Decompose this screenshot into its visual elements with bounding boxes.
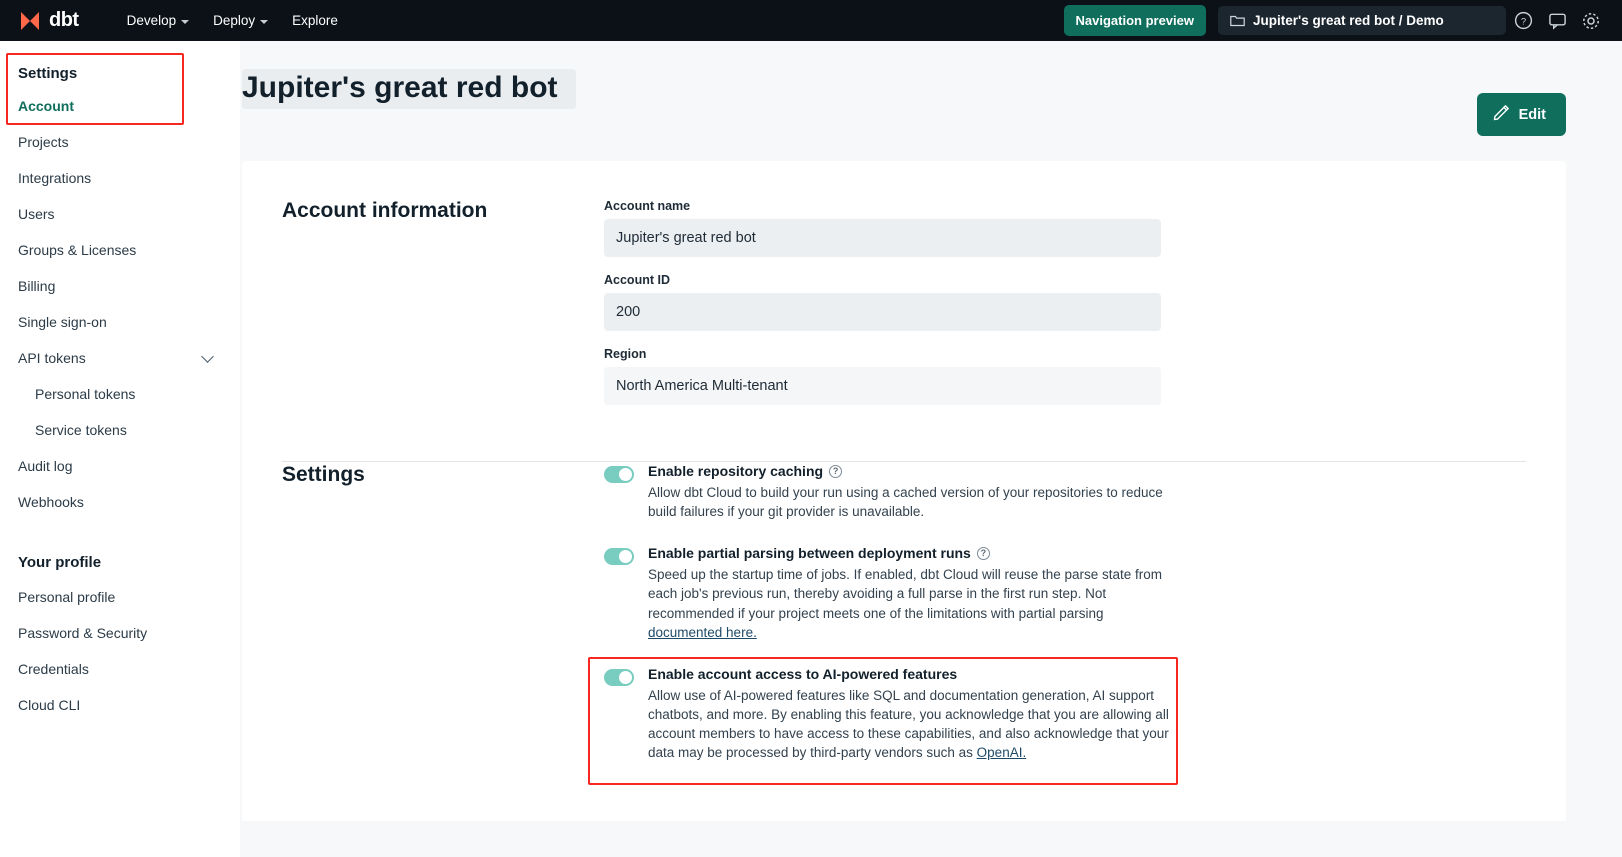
repository-caching-title: Enable repository caching (648, 463, 824, 479)
setting-partial-parsing (604, 545, 1526, 642)
sidebar-item-cloud-cli-label: Cloud CLI (18, 697, 81, 713)
top-bar-right-group (1064, 4, 1622, 38)
sidebar-item-audit-log[interactable] (0, 448, 240, 484)
repository-caching-text (648, 463, 1178, 521)
partial-parsing-text (648, 545, 1173, 642)
repository-caching-description: Allow dbt Cloud to build your run using a cached version of your repositories to reduce build failures if your git provider is unavailable. (648, 485, 1163, 520)
openai-link[interactable]: OpenAI. (976, 745, 1027, 761)
page-header (240, 41, 1622, 137)
sidebar-item-credentials[interactable] (0, 651, 240, 687)
primary-nav (117, 7, 348, 34)
repository-caching-toggle[interactable] (604, 466, 634, 483)
help-circle-icon[interactable]: ? (977, 547, 990, 560)
ai-features-description (648, 686, 1173, 763)
ai-features-toggle[interactable] (604, 669, 634, 686)
dbt-logo-icon (18, 9, 42, 33)
sidebar-item-groups-licenses-label: Groups & Licenses (18, 242, 137, 258)
nav-item-develop[interactable] (117, 7, 200, 34)
nav-item-explore[interactable] (282, 7, 348, 34)
sidebar-item-personal-tokens[interactable] (0, 376, 240, 412)
sidebar-item-projects-label: Projects (18, 134, 69, 150)
settings-section (242, 421, 1566, 763)
ai-features-description-text: Allow use of AI-powered features like SQL and documentation generation, AI support chatbots, and more. By enabling this feature, you acknowledge that you are allowing all account members to have access to these capabilities, and also acknowledge that your data may be processed by third-party vendors such as (648, 687, 1169, 761)
project-selector-label: Jupiter's great red bot / Demo (1253, 13, 1444, 28)
account-id-input[interactable]: 200 (604, 293, 1161, 331)
repository-caching-title-row (648, 463, 1178, 479)
navigation-preview-button[interactable]: Navigation preview (1064, 5, 1206, 36)
sidebar-item-billing-label: Billing (18, 278, 56, 294)
chevron-down-icon (181, 20, 189, 24)
partial-parsing-title-row (648, 545, 1173, 561)
account-information-fields (604, 199, 1526, 421)
sidebar-item-single-sign-on-label: Single sign-on (18, 314, 107, 330)
partial-parsing-description-text: Speed up the startup time of jobs. If enabled, dbt Cloud will reuse the parse state from each job's previous run, thereby avoiding a full parse in the first run step. Not recommended if your project meets one of the limitations with partial parsing (648, 567, 1163, 621)
nav-item-deploy[interactable] (203, 7, 278, 34)
field-account-id (604, 273, 1526, 331)
top-navigation-bar (0, 0, 1622, 41)
sidebar-item-groups-licenses[interactable] (0, 232, 240, 268)
settings-sidebar (0, 41, 240, 857)
nav-item-deploy-label: Deploy (213, 13, 256, 28)
sidebar-item-webhooks[interactable] (0, 484, 240, 520)
chevron-down-icon (201, 350, 214, 363)
dbt-logo-text: dbt (49, 9, 79, 31)
help-circle-icon[interactable]: ? (829, 465, 842, 478)
settings-card (242, 161, 1566, 821)
account-name-input[interactable]: Jupiter's great red bot (604, 219, 1161, 257)
sidebar-item-personal-profile-label: Personal profile (18, 589, 116, 605)
sidebar-item-users[interactable] (0, 196, 240, 232)
field-region (604, 347, 1526, 405)
sidebar-item-password-security-label: Password & Security (18, 625, 148, 641)
sidebar-item-service-tokens-label: Service tokens (35, 422, 127, 438)
setting-repository-caching (604, 463, 1526, 521)
sidebar-title: Settings (18, 65, 78, 82)
sidebar-item-credentials-label: Credentials (18, 661, 89, 677)
sidebar-profile-title: Your profile (18, 554, 102, 571)
sidebar-item-service-tokens[interactable] (0, 412, 240, 448)
ai-features-title-row (648, 666, 1173, 682)
sidebar-item-projects[interactable] (0, 124, 240, 160)
svg-text:?: ? (1520, 16, 1526, 28)
sidebar-item-single-sign-on[interactable] (0, 304, 240, 340)
field-account-name (604, 199, 1526, 257)
edit-button-label: Edit (1518, 106, 1546, 123)
sidebar-item-api-tokens[interactable] (0, 340, 240, 376)
sidebar-item-personal-profile[interactable] (0, 579, 240, 615)
page-title: Jupiter's great red bot (242, 69, 576, 109)
sidebar-spacer (0, 520, 240, 546)
ai-features-title: Enable account access to AI-powered features (648, 665, 958, 682)
field-account-id-label: Account ID (604, 273, 670, 287)
gear-icon[interactable] (1574, 4, 1608, 38)
pencil-icon (1493, 104, 1510, 125)
partial-parsing-title: Enable partial parsing between deployment runs (648, 545, 971, 562)
partial-parsing-description (648, 565, 1173, 642)
account-information-section (242, 161, 1566, 421)
field-region-label: Region (604, 347, 647, 361)
dbt-logo[interactable] (18, 9, 79, 33)
folder-icon (1230, 15, 1245, 27)
help-circle-icon[interactable] (1506, 4, 1540, 38)
sidebar-item-account[interactable] (0, 88, 240, 124)
sidebar-item-webhooks-label: Webhooks (18, 494, 84, 510)
sidebar-item-users-label: Users (18, 206, 55, 222)
sidebar-item-personal-tokens-label: Personal tokens (35, 386, 136, 402)
ai-features-text (648, 666, 1173, 763)
main-content (240, 41, 1622, 857)
settings-heading: Settings (282, 463, 365, 486)
settings-list (604, 463, 1526, 763)
field-account-name-label: Account name (604, 199, 691, 213)
sidebar-item-billing[interactable] (0, 268, 240, 304)
nav-item-develop-label: Develop (126, 13, 177, 28)
region-input[interactable]: North America Multi-tenant (604, 367, 1161, 405)
sidebar-item-account-label: Account (18, 98, 74, 114)
partial-parsing-toggle[interactable] (604, 548, 634, 565)
sidebar-item-api-tokens-label: API tokens (18, 350, 86, 366)
edit-button[interactable] (1477, 93, 1566, 136)
chevron-down-icon (260, 20, 268, 24)
sidebar-item-audit-log-label: Audit log (18, 458, 73, 474)
sidebar-item-integrations-label: Integrations (18, 170, 92, 186)
setting-ai-features (604, 666, 1526, 763)
account-information-heading: Account information (282, 199, 488, 222)
nav-item-explore-label: Explore (292, 13, 338, 28)
sidebar-item-cloud-cli[interactable] (0, 687, 240, 723)
sidebar-item-integrations[interactable] (0, 160, 240, 196)
partial-parsing-doc-link[interactable]: documented here. (648, 624, 757, 640)
chat-icon[interactable] (1540, 4, 1574, 38)
project-selector[interactable] (1218, 6, 1506, 35)
sidebar-item-password-security[interactable] (0, 615, 240, 651)
section-divider (282, 461, 1526, 462)
